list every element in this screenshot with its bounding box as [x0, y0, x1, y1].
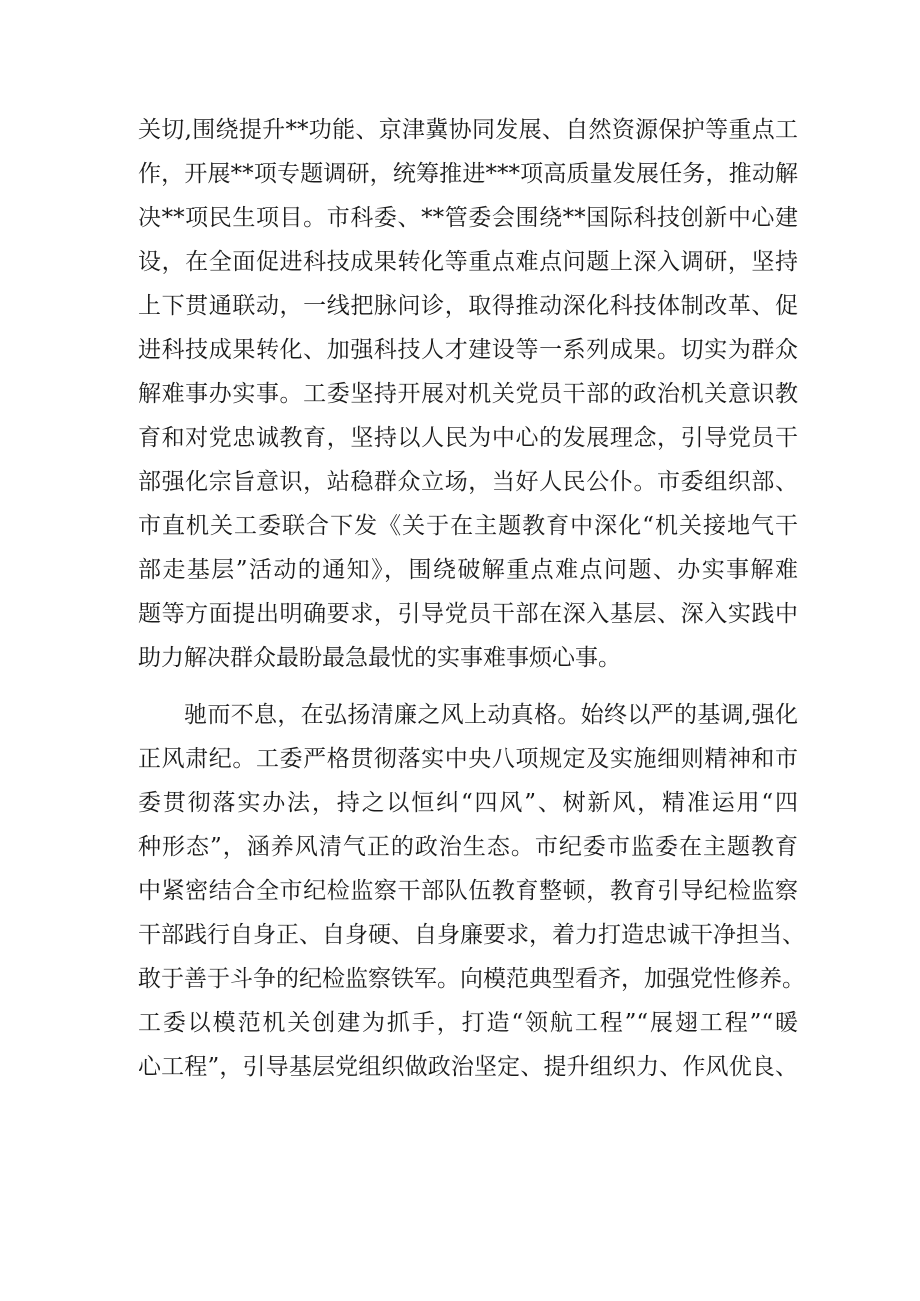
paragraph-2-line-3: 委贯彻落实办法，持之以恒纠“四风”、树新风，精准运用“四	[138, 790, 798, 816]
paragraph-2-line-7: 敢于善于斗争的纪检监察铁军。向模范典型看齐，加强党性修养。	[138, 966, 805, 992]
paragraph-2-line-8: 工委以模范机关创建为抓手，打造“领航工程”“展翅工程”“暖	[138, 1010, 798, 1036]
paragraph-1-line-2: 作，开展**项专题调研，统筹推进***项高质量发展任务，推动解	[138, 161, 798, 187]
paragraph-1-line-7: 解难事办实事。工委坚持开展对机关党员干部的政治机关意识教	[138, 381, 798, 407]
paragraph-2-line-9: 心工程”，引导基层党组织做政治坚定、提升组织力、作风优良、	[138, 1054, 798, 1080]
paragraph-2-line-6: 干部践行自身正、自身硬、自身廉要求，着力打造忠诚干净担当、	[138, 922, 805, 948]
paragraph-2-line-5: 中紧密结合全市纪检监察干部队伍教育整顿，教育引导纪检监察	[138, 878, 798, 904]
paragraph-1-line-5: 上下贯通联动，一线把脉问诊，取得推动深化科技体制改革、促	[138, 293, 798, 319]
paragraph-1-line-6: 进科技成果转化、加强科技人才建设等一系列成果。切实为群众	[138, 337, 798, 363]
paragraph-1-line-8: 育和对党忠诚教育，坚持以人民为中心的发展理念，引导党员干	[138, 425, 798, 451]
paragraph-1-line-4: 设，在全面促进科技成果转化等重点难点问题上深入调研，坚持	[138, 249, 798, 275]
paragraph-1-line-12: 题等方面提出明确要求，引导党员干部在深入基层、深入实践中	[138, 601, 798, 627]
paragraph-2-line-4: 种形态”，涵养风清气正的政治生态。市纪委市监委在主题教育	[138, 834, 798, 860]
paragraph-1-line-10: 市直机关工委联合下发《关于在主题教育中深化“机关接地气干	[138, 513, 798, 539]
paragraph-1-line-9: 部强化宗旨意识，站稳群众立场，当好人民公仆。市委组织部、	[138, 469, 798, 495]
paragraph-1-line-1: 关切,围绕提升**功能、京津冀协同发展、自然资源保护等重点工	[138, 117, 798, 143]
paragraph-1-line-3: 决**项民生项目。市科委、**管委会围绕**国际科技创新中心建	[138, 205, 798, 231]
paragraph-1-line-13: 助力解决群众最盼最急最忧的实事难事烦心事。	[138, 645, 621, 671]
paragraph-2-line-2: 正风肃纪。工委严格贯彻落实中央八项规定及实施细则精神和市	[138, 746, 798, 772]
paragraph-1-line-11: 部走基层”活动的通知》，围绕破解重点难点问题、办实事解难	[138, 557, 798, 583]
paragraph-2-line-1: 驰而不息，在弘扬清廉之风上动真格。始终以严的基调,强化	[184, 702, 798, 728]
